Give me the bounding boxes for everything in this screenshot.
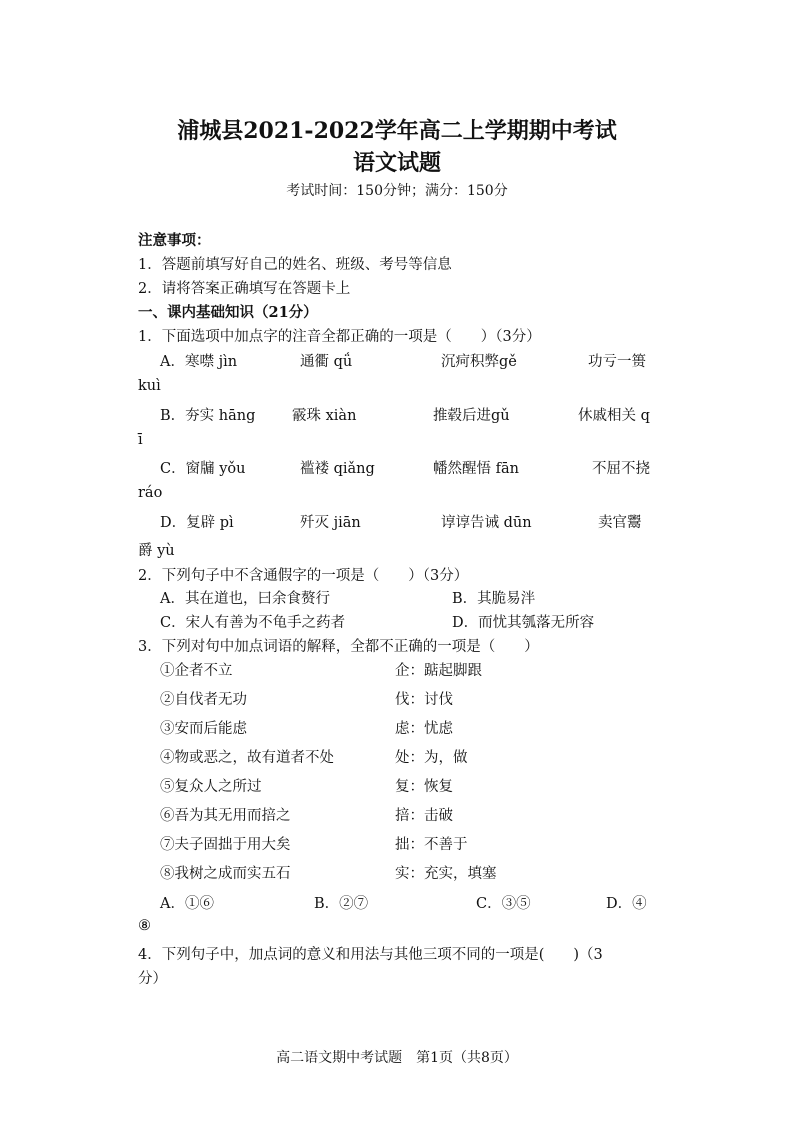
exam-meta: 考试时间：150分钟；满分：150分 xyxy=(286,183,508,199)
q1-stem: 1．下面选项中加点字的注音全都正确的一项是（ ）（3分） xyxy=(138,329,541,345)
q1-option-c-1: C．窗牖 yǒu xyxy=(160,461,246,477)
q3-stem: 3．下列对句中加点词语的解释，全都不正确的一项是（ ） xyxy=(138,639,539,655)
q2-stem: 2．下列句子中不含通假字的一项是（ ）（3分） xyxy=(138,568,469,584)
q3-sentence-7: ⑦夫子固拙于用大矣 xyxy=(160,837,291,853)
q1-option-b-4: 休戚相关 q xyxy=(578,408,650,424)
q3-gloss-2: 伐：讨伐 xyxy=(395,692,453,708)
q3-option-a: A．①⑥ xyxy=(160,896,214,912)
exam-subtitle: 语文试题 xyxy=(352,150,441,176)
q3-sentence-4: ④物或恶之，故有道者不处 xyxy=(160,750,334,766)
q1-option-c-4: 不屈不挠 xyxy=(592,461,650,477)
q3-sentence-3: ③安而后能虑 xyxy=(160,721,247,737)
page-footer: 高二语文期中考试题 第1页（共8页） xyxy=(276,1050,518,1066)
q1-option-a-wrap: kuì xyxy=(138,378,161,394)
q3-gloss-1: 企：踮起脚跟 xyxy=(395,663,482,679)
q3-option-d: D．④ xyxy=(606,896,647,912)
q1-option-b-wrap: ī xyxy=(138,432,143,448)
q2-option-c: C．宋人有善为不龟手之药者 xyxy=(160,615,346,631)
q1-option-d-wrap: 爵 yù xyxy=(138,543,175,559)
q1-option-a-1: A．寒噤 jìn xyxy=(160,354,238,370)
q3-gloss-6: 掊：击破 xyxy=(395,808,453,824)
q3-sentence-8: ⑧我树之成而实五石 xyxy=(160,866,291,882)
q3-option-d-wrap: ⑧ xyxy=(138,918,151,934)
q3-gloss-4: 处：为，做 xyxy=(395,750,468,766)
q1-option-d-3: 谆谆告诫 dūn xyxy=(441,515,532,531)
section-heading: 一、课内基础知识（21分） xyxy=(138,304,318,321)
q3-sentence-6: ⑥吾为其无用而掊之 xyxy=(160,808,291,824)
exam-title: 浦城县2021-2022学年高二上学期期中考试 xyxy=(177,118,617,144)
q3-gloss-5: 复：恢复 xyxy=(395,779,453,795)
q3-sentence-2: ②自伐者无功 xyxy=(160,692,247,708)
q1-option-c-3: 幡然醒悟 fān xyxy=(433,461,519,477)
q3-option-c: C．③⑤ xyxy=(476,896,531,912)
q2-option-d: D．而忧其瓠落无所容 xyxy=(452,615,595,631)
q4-stem-wrap: 分） xyxy=(138,971,167,987)
q1-option-a-2: 通衢 qǘ xyxy=(300,354,353,370)
note-item-1: 1．答题前填写好自己的姓名、班级、考号等信息 xyxy=(138,257,452,273)
q1-option-d-4: 卖官鬻 xyxy=(598,515,642,531)
q1-option-d-2: 歼灭 jiān xyxy=(300,515,361,531)
q3-sentence-5: ⑤复众人之所过 xyxy=(160,779,262,795)
q1-option-b-1: B．夯实 hāng xyxy=(160,408,256,424)
q1-option-b-2: 霰珠 xiàn xyxy=(292,408,357,424)
q2-option-b: B．其脆易泮 xyxy=(452,591,536,607)
note-item-2: 2．请将答案正确填写在答题卡上 xyxy=(138,281,351,297)
q1-option-c-wrap: ráo xyxy=(138,485,163,501)
q1-option-a-4: 功亏一篑 xyxy=(588,354,646,370)
q1-option-a-3: 沉疴积弊gě xyxy=(441,354,517,370)
q3-option-b: B．②⑦ xyxy=(314,896,369,912)
q3-gloss-3: 虑：忧虑 xyxy=(395,721,453,737)
q1-option-b-3: 推毂后进gǔ xyxy=(433,408,510,424)
q3-sentence-1: ①企者不立 xyxy=(160,663,233,679)
notes-heading: 注意事项： xyxy=(138,232,211,249)
q1-option-d-1: D．复辟 pì xyxy=(160,515,234,531)
q1-option-c-2: 褴褛 qiǎng xyxy=(300,461,375,477)
q4-stem: 4．下列句子中，加点词的意义和用法与其他三项不同的一项是( )（3 xyxy=(138,947,603,963)
q2-option-a: A．其在道也，曰余食赘行 xyxy=(160,591,330,607)
q3-gloss-7: 拙：不善于 xyxy=(395,837,468,853)
q3-gloss-8: 实：充实，填塞 xyxy=(395,866,497,882)
